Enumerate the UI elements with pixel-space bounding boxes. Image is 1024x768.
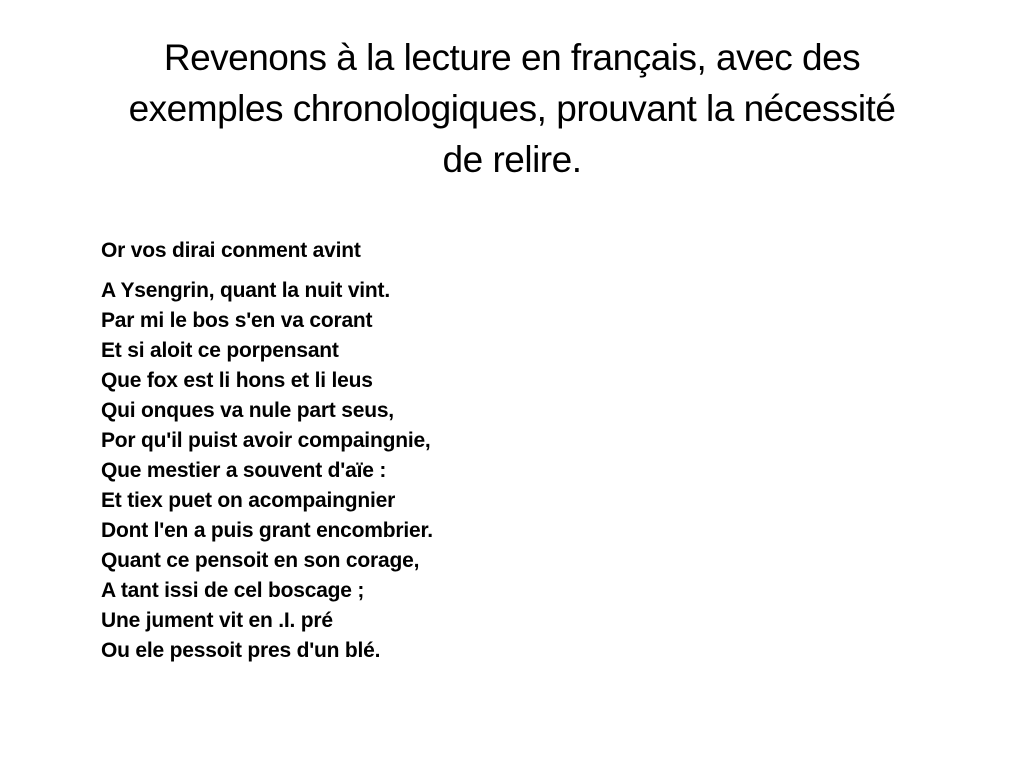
verse-line: Ou ele pessoit pres d'un blé. — [101, 639, 381, 662]
poem-excerpt — [101, 236, 961, 666]
verse-line: Et tiex puet on acompaingnier — [101, 489, 396, 512]
verse-line: Que mestier a souvent d'aïe : — [101, 459, 387, 482]
verse-line: Une jument vit en .I. pré — [101, 609, 333, 632]
title-line: Revenons à la lecture en français, avec des — [163, 37, 861, 78]
title-line: exemples chronologiques, prouvant la nécessité — [128, 88, 896, 129]
verse-line: A Ysengrin, quant la nuit vint. — [101, 279, 390, 302]
verse-line: A tant issi de cel boscage ; — [101, 579, 365, 602]
slide-title — [40, 32, 984, 185]
verse-line: Qui onques va nule part seus, — [101, 399, 394, 422]
verse-list — [101, 276, 961, 666]
poem-intro-line: Or vos dirai conment avint — [101, 239, 361, 262]
verse-line: Por qu'il puist avoir compaingnie, — [101, 429, 431, 452]
verse-line: Que fox est li hons et li leus — [101, 369, 373, 392]
title-line: de relire. — [442, 139, 582, 180]
verse-line: Par mi le bos s'en va corant — [101, 309, 373, 332]
verse-line: Dont l'en a puis grant encombrier. — [101, 519, 433, 542]
verse-line: Et si aloit ce porpensant — [101, 339, 339, 362]
verse-line: Quant ce pensoit en son corage, — [101, 549, 420, 572]
